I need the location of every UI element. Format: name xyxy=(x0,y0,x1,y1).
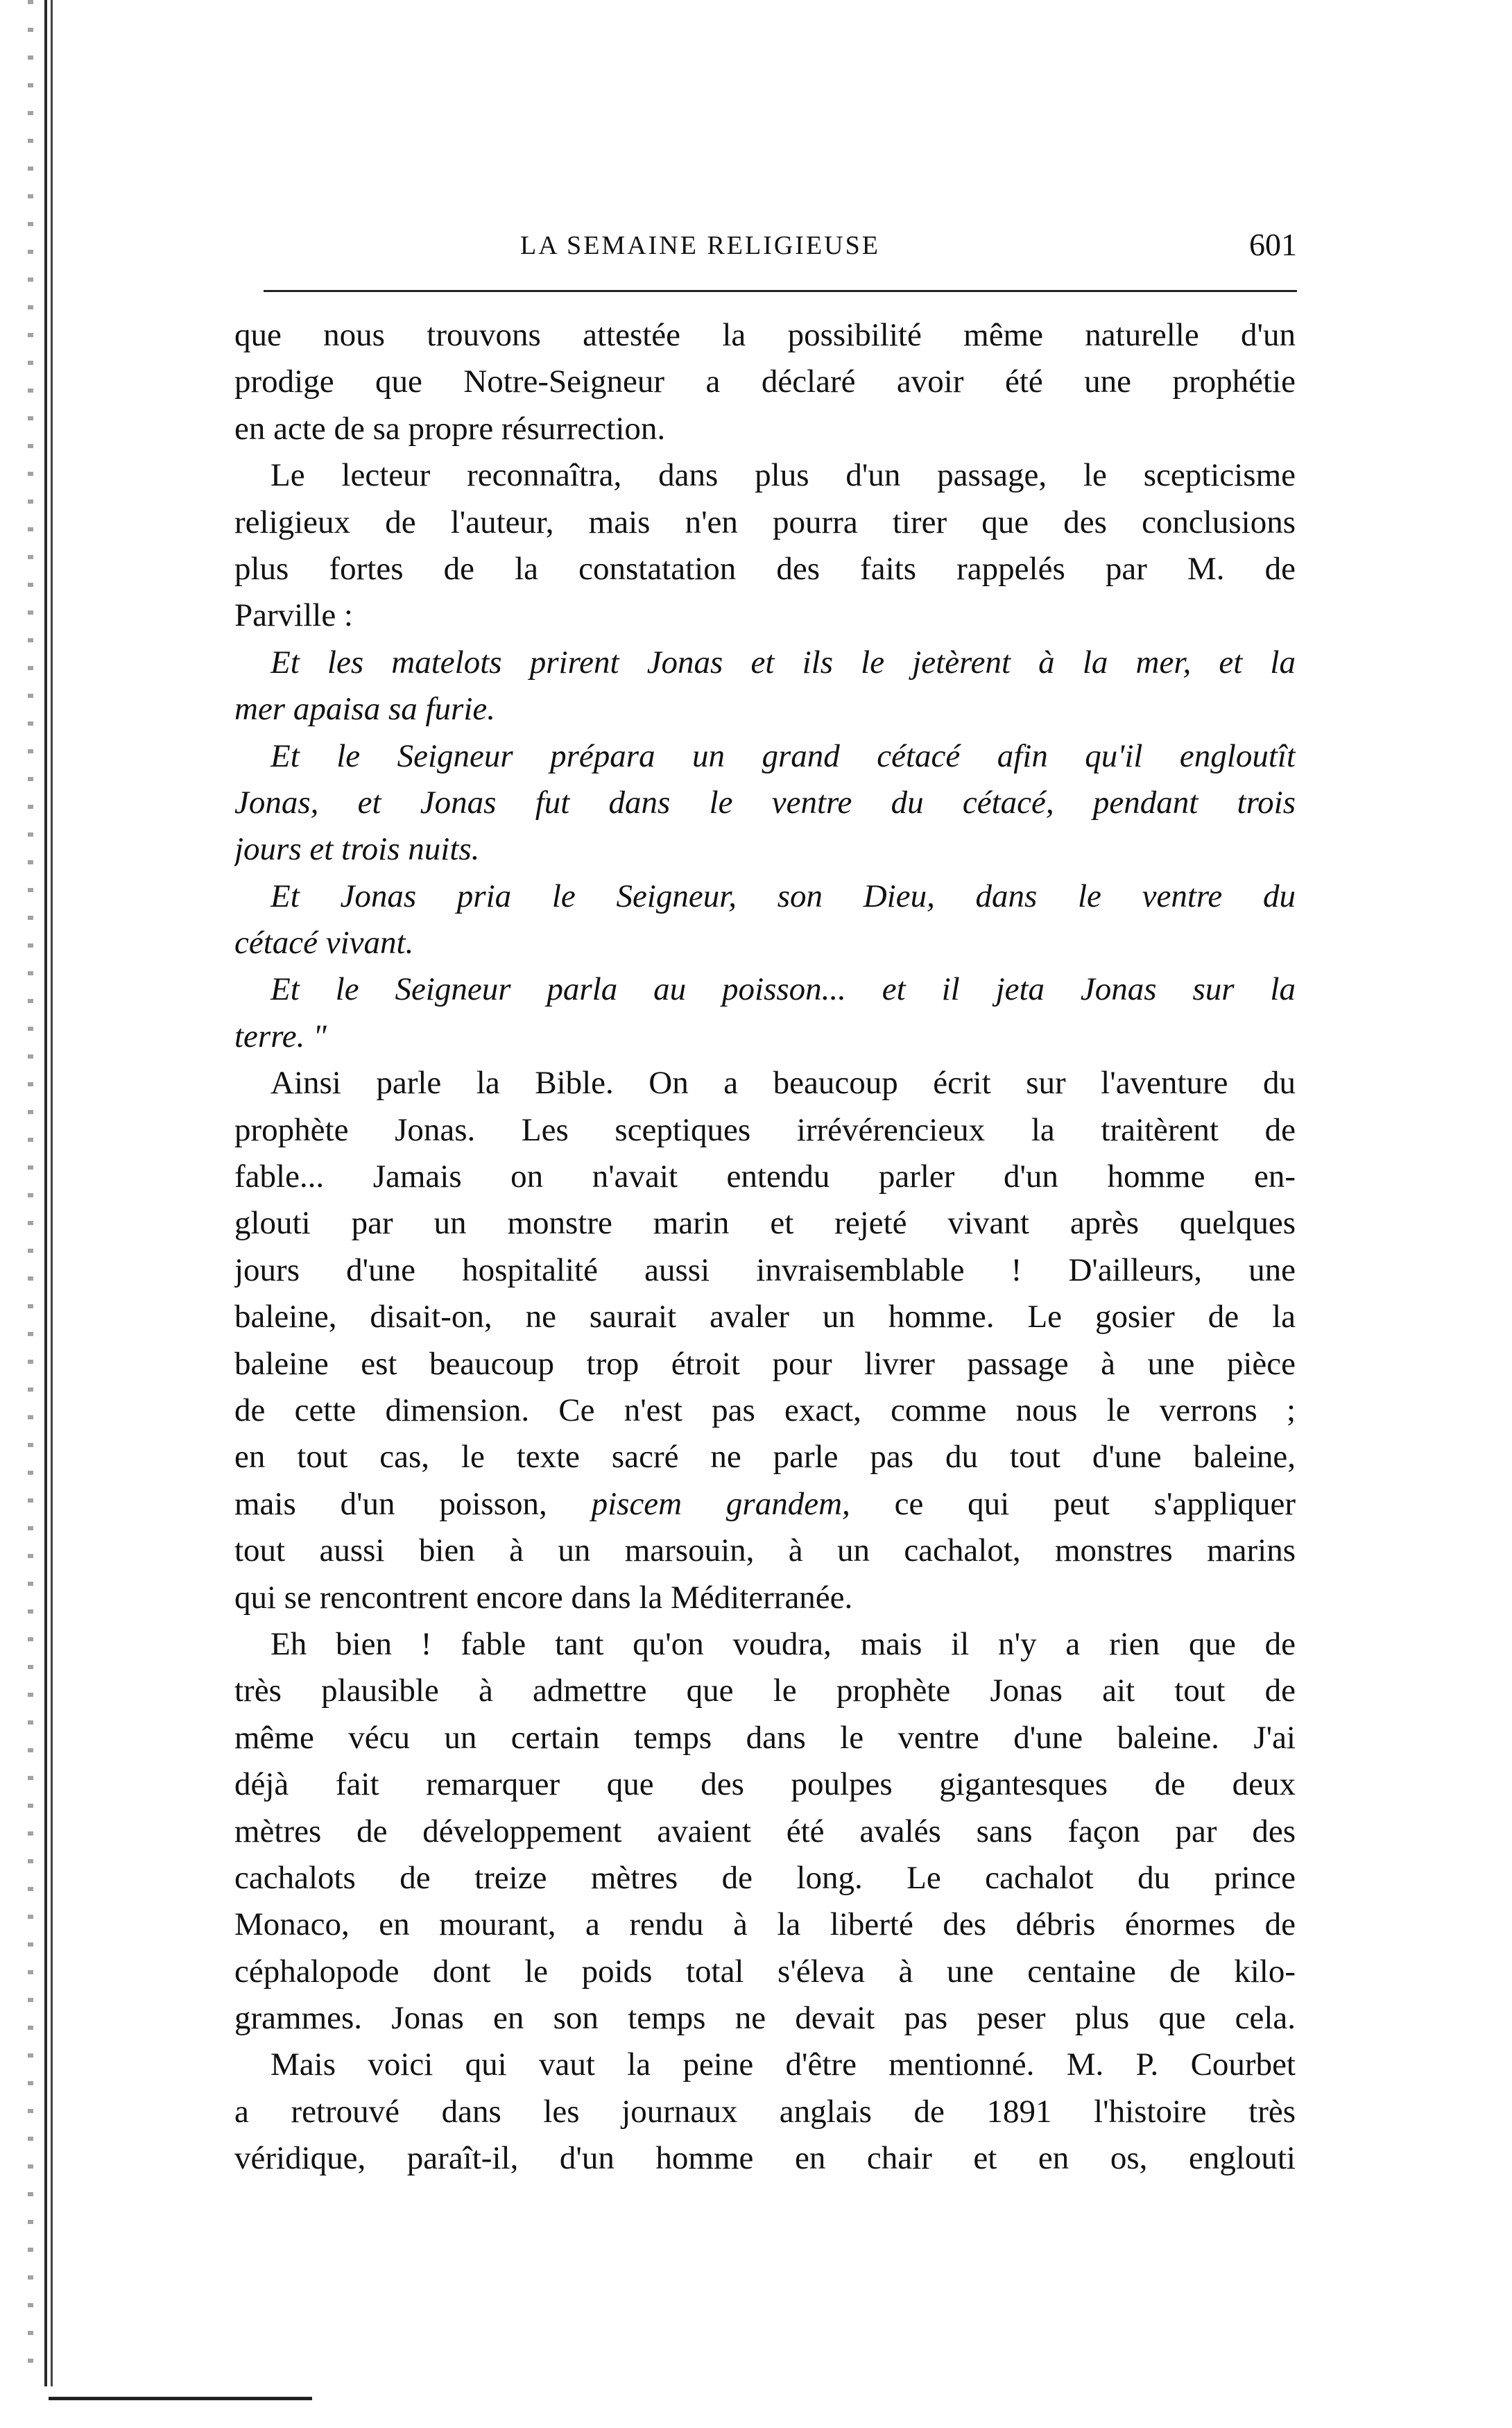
text-line: céphalopode dont le poids total s'éleva à une centaine de kilo- xyxy=(234,1953,1296,1990)
text-line: baleine, disait-on, ne saurait avaler un homme. Le gosier de la xyxy=(234,1299,1296,1335)
text-line: Et le Seigneur prépara un grand cétacé afin qu'il engloutît xyxy=(270,737,1296,774)
text-line: Et Jonas pria le Seigneur, son Dieu, dans le ventre du xyxy=(270,878,1296,914)
binding-edge xyxy=(44,0,57,2386)
text-line: mètres de développement avaient été avalés sans façon par des xyxy=(234,1813,1296,1849)
text-line: qui se rencontrent encore dans la Méditerranée. xyxy=(234,1579,853,1616)
text-line: Parville : xyxy=(234,597,353,634)
binding-marks xyxy=(28,0,33,2386)
text-line: Et les matelots prirent Jonas et ils le jetèrent à la mer, et la xyxy=(270,644,1296,681)
text-line: prophète Jonas. Les sceptiques irrévérencieux la traitèrent de xyxy=(234,1111,1296,1148)
text-line: même vécu un certain temps dans le ventre d'une baleine. J'ai xyxy=(234,1719,1296,1756)
text-line: glouti par un monstre marin et rejeté vivant après quelques xyxy=(234,1205,1296,1242)
text-line: mais d'un poisson, piscem grandem, ce qui peut s'appliquer xyxy=(234,1485,1296,1522)
text-line: grammes. Jonas en son temps ne devait pas peser plus que cela. xyxy=(234,2000,1296,2037)
bottom-rule xyxy=(49,2397,312,2400)
text-line: déjà fait remarquer que des poulpes gigantesques de deux xyxy=(234,1766,1296,1803)
text-line: Monaco, en mourant, a rendu à la liberté des débris énormes de xyxy=(234,1906,1296,1943)
text-line: a retrouvé dans les journaux anglais de 1891 l'histoire très xyxy=(234,2093,1296,2130)
text-line: jours d'une hospitalité aussi invraisemblable ! D'ailleurs, une xyxy=(234,1251,1296,1288)
text-line: de cette dimension. Ce n'est pas exact, comme nous le verrons ; xyxy=(234,1392,1296,1428)
page-header xyxy=(194,223,1297,272)
text-line: plus fortes de la constatation des faits rappelés par M. de xyxy=(234,550,1296,587)
text-line: fable... Jamais on n'avait entendu parler d'un homme en- xyxy=(234,1159,1296,1195)
text-line: véridique, paraît-il, d'un homme en chair et en os, englouti xyxy=(234,2140,1296,2177)
text-line: Eh bien ! fable tant qu'on voudra, mais il n'y a rien que de xyxy=(270,1625,1296,1662)
text-line: cétacé vivant. xyxy=(234,925,414,961)
text-line: Et le Seigneur parla au poisson... et il jeta Jonas sur la xyxy=(270,971,1296,1008)
text-line: Le lecteur reconnaîtra, dans plus d'un passage, le scepticisme xyxy=(270,457,1296,494)
text-line: religieux de l'auteur, mais n'en pourra tirer que des conclusions xyxy=(234,504,1296,540)
text-line: très plausible à admettre que le prophète Jonas ait tout de xyxy=(234,1673,1296,1709)
text-line: en tout cas, le texte sacré ne parle pas du tout d'une baleine, xyxy=(234,1439,1296,1476)
header-rule xyxy=(264,290,1297,292)
text-line: prodige que Notre-Seigneur a déclaré avoir été une prophétie xyxy=(234,364,1296,400)
text-line: que nous trouvons attestée la possibilité même naturelle d'un xyxy=(234,317,1296,353)
italic-phrase: piscem grandem, xyxy=(591,1485,850,1522)
text-line: Mais voici qui vaut la peine d'être mentionné. M. P. Courbet xyxy=(270,2046,1296,2083)
text-line: baleine est beaucoup trop étroit pour livrer passage à une pièce xyxy=(234,1345,1296,1382)
text-line: Ainsi parle la Bible. On a beaucoup écrit sur l'aventure du xyxy=(270,1065,1296,1102)
text-line: cachalots de treize mètres de long. Le cachalot du prince xyxy=(234,1859,1296,1896)
page-number: 601 xyxy=(1249,227,1297,262)
text-line: Jonas, et Jonas fut dans le ventre du cétacé, pendant trois xyxy=(234,784,1296,821)
text-line: en acte de sa propre résurrection. xyxy=(234,410,666,447)
text-line: tout aussi bien à un marsouin, à un cachalot, monstres marins xyxy=(234,1532,1296,1569)
text-line: jours et trois nuits. xyxy=(234,831,480,868)
running-head: LA SEMAINE RELIGIEUSE xyxy=(520,231,880,260)
body-text xyxy=(234,312,1296,2182)
text-line: mer apaisa sa furie. xyxy=(234,691,495,728)
text-line: terre. " xyxy=(234,1018,327,1054)
